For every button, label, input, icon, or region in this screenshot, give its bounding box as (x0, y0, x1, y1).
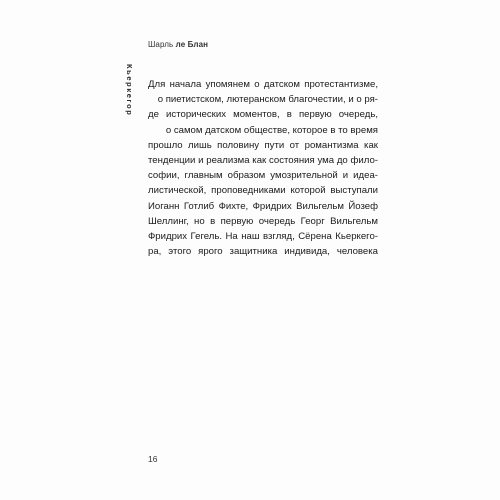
text-line: прошло лишь половину пути от романтизма как (148, 139, 378, 151)
text-line: софии, главным образом умозрительной и идеа- (148, 170, 378, 182)
running-header (148, 40, 208, 49)
author-first-name: Шарль (148, 40, 174, 49)
author-last-name: ле Блан (175, 40, 209, 49)
vertical-book-title: Кьеркегор (125, 64, 134, 117)
body-paragraph (148, 77, 378, 259)
text-line: о пиетистском, лютеранском благочестии, и о ря- (157, 94, 378, 106)
text-line: листической, проповедниками которой выступали (148, 185, 378, 197)
text-line: тенденции и реализма как состояния ума до фило- (148, 155, 378, 167)
text-line: ра, этого ярого защитника индивида, человека (148, 246, 378, 258)
text-line: Шеллинг, но в первую очередь Георг Вильгельм (148, 215, 378, 227)
text-line: о самом датском обществе, которое в то время (165, 124, 378, 136)
text-line: де исторических моментов, в первую очередь, (148, 109, 378, 121)
text-line: Иоганн Готлиб Фихте, Фридрих Вильгельм Йозеф (148, 200, 378, 212)
page-number: 16 (148, 454, 158, 464)
text-line: Для начала упомянем о датском протестантизме, (148, 79, 378, 90)
text-line: Фридрих Гегель. На наш взгляд, Сёрена Кьеркего- (148, 231, 378, 243)
